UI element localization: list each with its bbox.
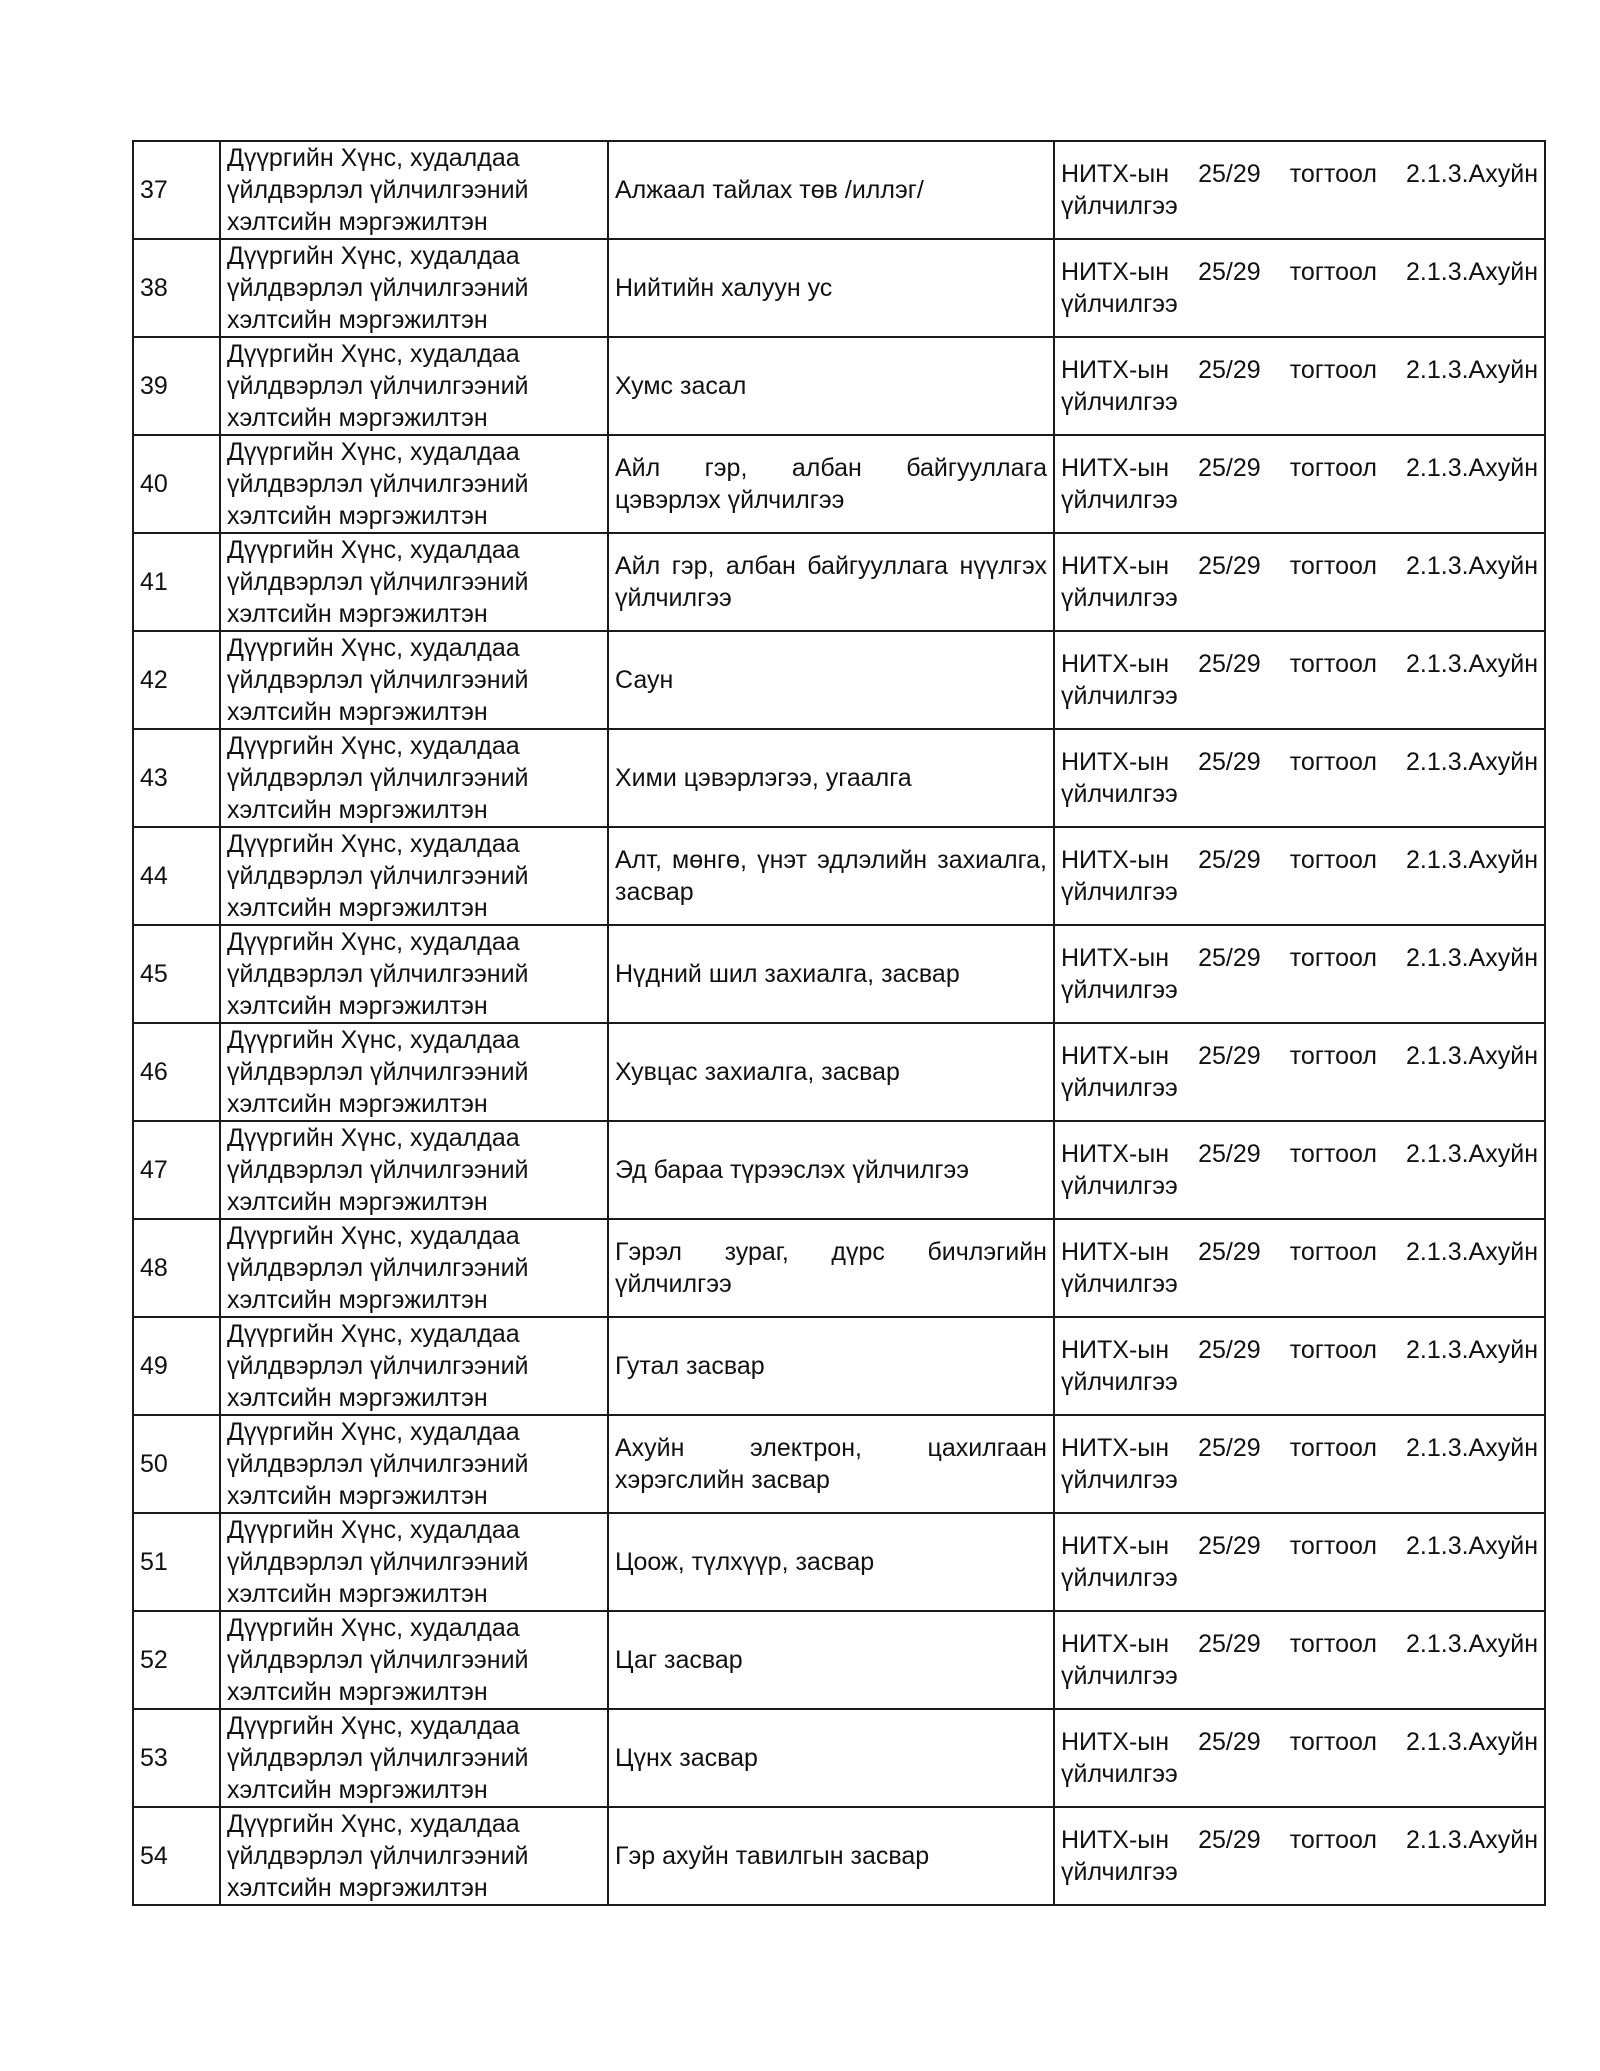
responsible-unit-cell: Дүүргийн Хүнс, худалдаа үйлдвэрлэл үйлчилгээний хэлтсийн мэргэжилтэн xyxy=(220,141,608,239)
legal-reference-cell: НИТХ-ын 25/29 тогтоол 2.1.3.Ахуйн үйлчилгээ xyxy=(1054,1709,1545,1807)
table-row xyxy=(133,1219,1545,1317)
responsible-unit-cell: Дүүргийн Хүнс, худалдаа үйлдвэрлэл үйлчилгээний хэлтсийн мэргэжилтэн xyxy=(220,1513,608,1611)
service-type-cell: Гутал засвар xyxy=(608,1317,1054,1415)
row-number-cell: 50 xyxy=(133,1415,220,1513)
table-row xyxy=(133,1121,1545,1219)
table-row xyxy=(133,1317,1545,1415)
legal-reference-cell: НИТХ-ын 25/29 тогтоол 2.1.3.Ахуйн үйлчилгээ xyxy=(1054,1121,1545,1219)
legal-reference-cell: НИТХ-ын 25/29 тогтоол 2.1.3.Ахуйн үйлчилгээ xyxy=(1054,1807,1545,1905)
responsible-unit-cell: Дүүргийн Хүнс, худалдаа үйлдвэрлэл үйлчилгээний хэлтсийн мэргэжилтэн xyxy=(220,1415,608,1513)
responsible-unit-cell: Дүүргийн Хүнс, худалдаа үйлдвэрлэл үйлчилгээний хэлтсийн мэргэжилтэн xyxy=(220,1611,608,1709)
row-number-cell: 45 xyxy=(133,925,220,1023)
legal-reference-cell: НИТХ-ын 25/29 тогтоол 2.1.3.Ахуйн үйлчилгээ xyxy=(1054,435,1545,533)
service-type-cell: Саун xyxy=(608,631,1054,729)
row-number-cell: 51 xyxy=(133,1513,220,1611)
legal-reference-cell: НИТХ-ын 25/29 тогтоол 2.1.3.Ахуйн үйлчилгээ xyxy=(1054,141,1545,239)
row-number-cell: 40 xyxy=(133,435,220,533)
row-number-cell: 42 xyxy=(133,631,220,729)
legal-reference-cell: НИТХ-ын 25/29 тогтоол 2.1.3.Ахуйн үйлчилгээ xyxy=(1054,1219,1545,1317)
table-row xyxy=(133,631,1545,729)
row-number-cell: 37 xyxy=(133,141,220,239)
legal-reference-cell: НИТХ-ын 25/29 тогтоол 2.1.3.Ахуйн үйлчилгээ xyxy=(1054,827,1545,925)
table-row xyxy=(133,925,1545,1023)
row-number-cell: 39 xyxy=(133,337,220,435)
service-type-cell: Хумс засал xyxy=(608,337,1054,435)
service-type-cell: Нүдний шил захиалга, засвар xyxy=(608,925,1054,1023)
responsible-unit-cell: Дүүргийн Хүнс, худалдаа үйлдвэрлэл үйлчилгээний хэлтсийн мэргэжилтэн xyxy=(220,1317,608,1415)
legal-reference-cell: НИТХ-ын 25/29 тогтоол 2.1.3.Ахуйн үйлчилгээ xyxy=(1054,1415,1545,1513)
responsible-unit-cell: Дүүргийн Хүнс, худалдаа үйлдвэрлэл үйлчилгээний хэлтсийн мэргэжилтэн xyxy=(220,827,608,925)
row-number-cell: 44 xyxy=(133,827,220,925)
legal-reference-cell: НИТХ-ын 25/29 тогтоол 2.1.3.Ахуйн үйлчилгээ xyxy=(1054,239,1545,337)
service-type-cell: Хувцас захиалга, засвар xyxy=(608,1023,1054,1121)
service-type-cell: Алт, мөнгө, үнэт эдлэлийн захиалга, засвар xyxy=(608,827,1054,925)
responsible-unit-cell: Дүүргийн Хүнс, худалдаа үйлдвэрлэл үйлчилгээний хэлтсийн мэргэжилтэн xyxy=(220,631,608,729)
responsible-unit-cell: Дүүргийн Хүнс, худалдаа үйлдвэрлэл үйлчилгээний хэлтсийн мэргэжилтэн xyxy=(220,435,608,533)
row-number-cell: 43 xyxy=(133,729,220,827)
table-body xyxy=(133,141,1545,1905)
responsible-unit-cell: Дүүргийн Хүнс, худалдаа үйлдвэрлэл үйлчилгээний хэлтсийн мэргэжилтэн xyxy=(220,1121,608,1219)
responsible-unit-cell: Дүүргийн Хүнс, худалдаа үйлдвэрлэл үйлчилгээний хэлтсийн мэргэжилтэн xyxy=(220,729,608,827)
legal-reference-cell: НИТХ-ын 25/29 тогтоол 2.1.3.Ахуйн үйлчилгээ xyxy=(1054,631,1545,729)
legal-reference-cell: НИТХ-ын 25/29 тогтоол 2.1.3.Ахуйн үйлчилгээ xyxy=(1054,533,1545,631)
table-row xyxy=(133,1807,1545,1905)
table-row xyxy=(133,1611,1545,1709)
service-type-cell: Ахуйн электрон, цахилгаан хэрэгслийн засвар xyxy=(608,1415,1054,1513)
row-number-cell: 47 xyxy=(133,1121,220,1219)
row-number-cell: 49 xyxy=(133,1317,220,1415)
responsible-unit-cell: Дүүргийн Хүнс, худалдаа үйлдвэрлэл үйлчилгээний хэлтсийн мэргэжилтэн xyxy=(220,925,608,1023)
table-row xyxy=(133,1513,1545,1611)
service-type-cell: Цүнх засвар xyxy=(608,1709,1054,1807)
legal-reference-cell: НИТХ-ын 25/29 тогтоол 2.1.3.Ахуйн үйлчилгээ xyxy=(1054,337,1545,435)
service-type-cell: Эд бараа түрээслэх үйлчилгээ xyxy=(608,1121,1054,1219)
service-type-cell: Гэр ахуйн тавилгын засвар xyxy=(608,1807,1054,1905)
legal-reference-cell: НИТХ-ын 25/29 тогтоол 2.1.3.Ахуйн үйлчилгээ xyxy=(1054,1513,1545,1611)
table-row xyxy=(133,729,1545,827)
row-number-cell: 53 xyxy=(133,1709,220,1807)
legal-reference-cell: НИТХ-ын 25/29 тогтоол 2.1.3.Ахуйн үйлчилгээ xyxy=(1054,1023,1545,1121)
responsible-unit-cell: Дүүргийн Хүнс, худалдаа үйлдвэрлэл үйлчилгээний хэлтсийн мэргэжилтэн xyxy=(220,533,608,631)
table-row xyxy=(133,1023,1545,1121)
service-type-cell: Цоож, түлхүүр, засвар xyxy=(608,1513,1054,1611)
table-row xyxy=(133,337,1545,435)
table-row xyxy=(133,533,1545,631)
service-type-cell: Айл гэр, албан байгууллага нүүлгэх үйлчилгээ xyxy=(608,533,1054,631)
responsible-unit-cell: Дүүргийн Хүнс, худалдаа үйлдвэрлэл үйлчилгээний хэлтсийн мэргэжилтэн xyxy=(220,239,608,337)
service-type-cell: Хими цэвэрлэгээ, угаалга xyxy=(608,729,1054,827)
row-number-cell: 46 xyxy=(133,1023,220,1121)
service-type-cell: Алжаал тайлах төв /иллэг/ xyxy=(608,141,1054,239)
responsible-unit-cell: Дүүргийн Хүнс, худалдаа үйлдвэрлэл үйлчилгээний хэлтсийн мэргэжилтэн xyxy=(220,337,608,435)
service-type-cell: Гэрэл зураг, дүрс бичлэгийн үйлчилгээ xyxy=(608,1219,1054,1317)
legal-reference-cell: НИТХ-ын 25/29 тогтоол 2.1.3.Ахуйн үйлчилгээ xyxy=(1054,925,1545,1023)
service-type-cell: Айл гэр, албан байгууллага цэвэрлэх үйлчилгээ xyxy=(608,435,1054,533)
table-row xyxy=(133,435,1545,533)
legal-reference-cell: НИТХ-ын 25/29 тогтоол 2.1.3.Ахуйн үйлчилгээ xyxy=(1054,729,1545,827)
services-table xyxy=(132,140,1546,1906)
service-type-cell: Цаг засвар xyxy=(608,1611,1054,1709)
service-type-cell: Нийтийн халуун ус xyxy=(608,239,1054,337)
responsible-unit-cell: Дүүргийн Хүнс, худалдаа үйлдвэрлэл үйлчилгээний хэлтсийн мэргэжилтэн xyxy=(220,1219,608,1317)
responsible-unit-cell: Дүүргийн Хүнс, худалдаа үйлдвэрлэл үйлчилгээний хэлтсийн мэргэжилтэн xyxy=(220,1023,608,1121)
table-row xyxy=(133,1415,1545,1513)
table-row xyxy=(133,827,1545,925)
row-number-cell: 54 xyxy=(133,1807,220,1905)
legal-reference-cell: НИТХ-ын 25/29 тогтоол 2.1.3.Ахуйн үйлчилгээ xyxy=(1054,1317,1545,1415)
row-number-cell: 41 xyxy=(133,533,220,631)
table-row xyxy=(133,239,1545,337)
table-row xyxy=(133,1709,1545,1807)
responsible-unit-cell: Дүүргийн Хүнс, худалдаа үйлдвэрлэл үйлчилгээний хэлтсийн мэргэжилтэн xyxy=(220,1709,608,1807)
legal-reference-cell: НИТХ-ын 25/29 тогтоол 2.1.3.Ахуйн үйлчилгээ xyxy=(1054,1611,1545,1709)
row-number-cell: 38 xyxy=(133,239,220,337)
responsible-unit-cell: Дүүргийн Хүнс, худалдаа үйлдвэрлэл үйлчилгээний хэлтсийн мэргэжилтэн xyxy=(220,1807,608,1905)
row-number-cell: 48 xyxy=(133,1219,220,1317)
row-number-cell: 52 xyxy=(133,1611,220,1709)
table-row xyxy=(133,141,1545,239)
